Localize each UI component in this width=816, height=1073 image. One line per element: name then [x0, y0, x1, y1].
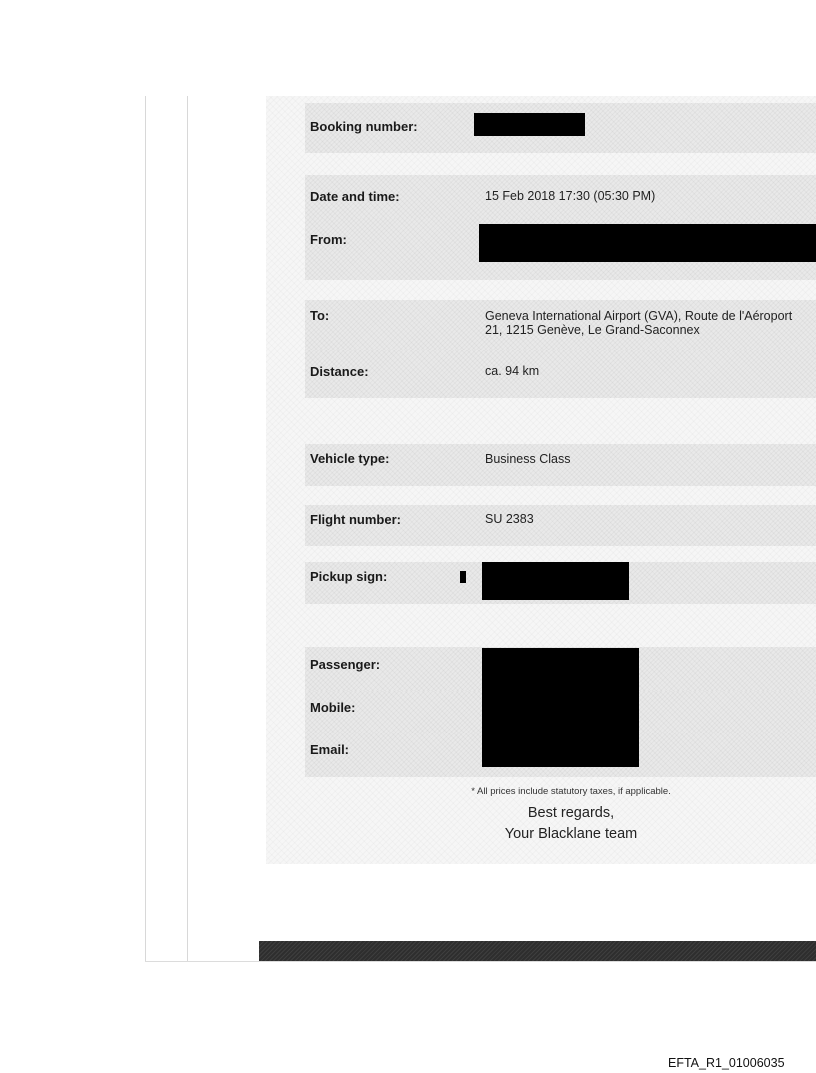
frame-line-left [145, 96, 146, 962]
to-value-line1: Geneva International Airport (GVA), Route de l'Aéroport [485, 309, 793, 323]
redaction-from [479, 224, 816, 262]
row-distance [305, 350, 816, 398]
tax-note: * All prices include statutory taxes, if applicable. [471, 786, 671, 797]
redaction-passenger-contact [482, 648, 639, 767]
distance-label: Distance: [310, 364, 369, 379]
flight-number-label: Flight number: [310, 512, 401, 527]
redaction-pickup-sign [482, 562, 629, 600]
email-label: Email: [310, 742, 350, 757]
mobile-label: Mobile: [310, 700, 356, 715]
passenger-label: Passenger: [310, 657, 381, 672]
from-label: From: [310, 232, 347, 247]
team-signature: Your Blacklane team [504, 826, 638, 842]
redaction-booking-number [474, 113, 585, 136]
frame-line-bottom [145, 961, 816, 962]
distance-value: ca. 94 km [485, 364, 540, 378]
date-time-value: 15 Feb 2018 17:30 (05:30 PM) [485, 189, 656, 203]
frame-line-inner [187, 96, 188, 962]
regards-line: Best regards, [527, 805, 615, 821]
date-time-label: Date and time: [310, 189, 400, 204]
document-id: EFTA_R1_01006035 [668, 1056, 785, 1070]
pickup-sign-label: Pickup sign: [310, 569, 388, 584]
to-value-line2: 21, 1215 Genève, Le Grand-Saconnex [485, 323, 700, 337]
vehicle-type-label: Vehicle type: [310, 451, 390, 466]
vehicle-type-value: Business Class [485, 452, 571, 466]
flight-number-value: SU 2383 [485, 512, 534, 526]
footer-bar [259, 941, 816, 961]
redaction-pickup-mark [460, 571, 466, 583]
to-label: To: [310, 308, 330, 323]
booking-number-label: Booking number: [310, 119, 418, 134]
